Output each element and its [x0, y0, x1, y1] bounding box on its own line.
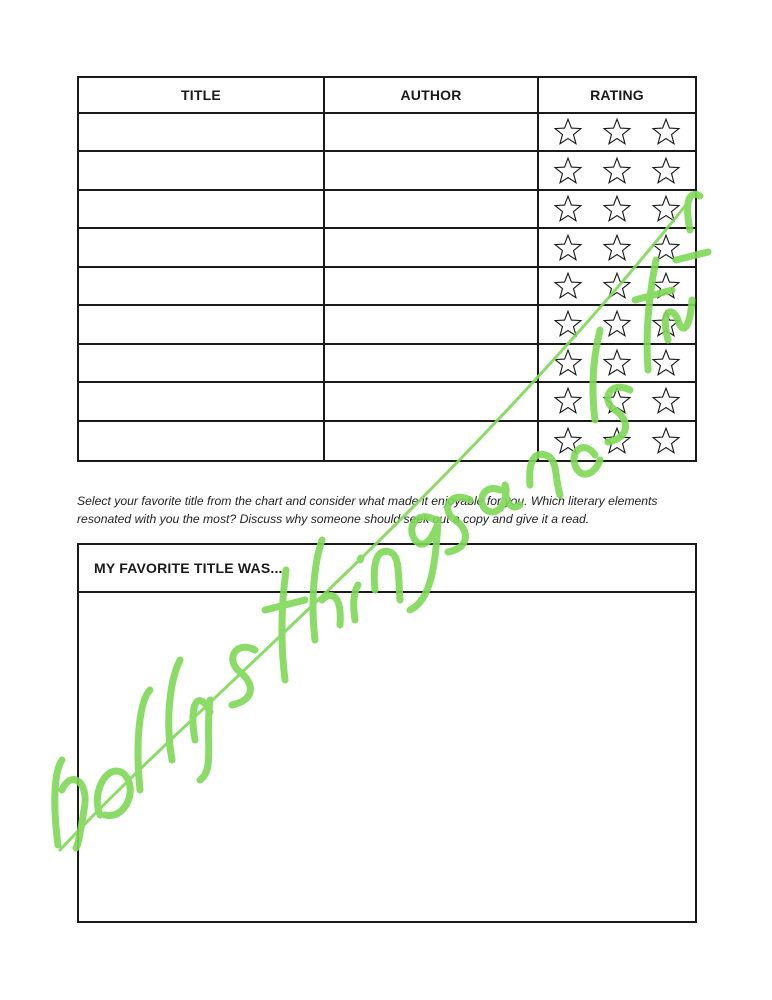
star-icon[interactable]	[553, 348, 583, 378]
star-icon[interactable]	[651, 309, 681, 339]
star-icon[interactable]	[553, 426, 583, 456]
star-icon[interactable]	[651, 156, 681, 186]
star-icon[interactable]	[553, 194, 583, 224]
author-cell[interactable]	[325, 383, 539, 421]
star-icon[interactable]	[553, 233, 583, 263]
rating-cell	[539, 422, 695, 460]
author-cell[interactable]	[325, 268, 539, 306]
star-icon[interactable]	[651, 386, 681, 416]
star-icon[interactable]	[602, 117, 632, 147]
title-cell[interactable]	[79, 191, 325, 229]
rating-cell	[539, 306, 695, 344]
author-cell[interactable]	[325, 306, 539, 344]
rating-cell	[539, 345, 695, 383]
star-icon[interactable]	[602, 426, 632, 456]
favorite-title-box	[77, 543, 697, 923]
star-icon[interactable]	[602, 271, 632, 301]
star-icon[interactable]	[553, 386, 583, 416]
rating-cell	[539, 191, 695, 229]
author-cell[interactable]	[325, 345, 539, 383]
column-header-rating: RATING	[539, 78, 695, 114]
rating-cell	[539, 268, 695, 306]
star-icon[interactable]	[651, 117, 681, 147]
star-icon[interactable]	[553, 271, 583, 301]
reflection-prompt: Select your favorite title from the chart and consider what made it enjoyable for you. Which literary elements resonated with you the most? Discuss why someone should seek out a copy and give it a read.	[77, 494, 658, 526]
star-icon[interactable]	[553, 117, 583, 147]
title-cell[interactable]	[79, 268, 325, 306]
rating-cell	[539, 152, 695, 190]
title-cell[interactable]	[79, 383, 325, 421]
title-cell[interactable]	[79, 152, 325, 190]
title-cell[interactable]	[79, 345, 325, 383]
star-icon[interactable]	[602, 156, 632, 186]
favorite-response-area[interactable]	[79, 593, 695, 919]
rating-cell	[539, 383, 695, 421]
star-icon[interactable]	[651, 271, 681, 301]
star-icon[interactable]	[602, 386, 632, 416]
author-cell[interactable]	[325, 422, 539, 460]
title-cell[interactable]	[79, 422, 325, 460]
star-icon[interactable]	[602, 309, 632, 339]
title-cell[interactable]	[79, 306, 325, 344]
author-cell[interactable]	[325, 114, 539, 152]
star-icon[interactable]	[651, 233, 681, 263]
reading-log-table	[77, 76, 697, 462]
star-icon[interactable]	[602, 194, 632, 224]
star-icon[interactable]	[553, 156, 583, 186]
rating-cell	[539, 229, 695, 267]
rating-cell	[539, 114, 695, 152]
star-icon[interactable]	[651, 426, 681, 456]
column-header-title: TITLE	[79, 78, 325, 114]
star-icon[interactable]	[602, 233, 632, 263]
author-cell[interactable]	[325, 152, 539, 190]
star-icon[interactable]	[602, 348, 632, 378]
star-icon[interactable]	[651, 194, 681, 224]
column-header-author: AUTHOR	[325, 78, 539, 114]
author-cell[interactable]	[325, 229, 539, 267]
title-cell[interactable]	[79, 229, 325, 267]
favorite-title-label: MY FAVORITE TITLE WAS...	[79, 545, 695, 593]
star-icon[interactable]	[553, 309, 583, 339]
star-icon[interactable]	[651, 348, 681, 378]
author-cell[interactable]	[325, 191, 539, 229]
title-cell[interactable]	[79, 114, 325, 152]
